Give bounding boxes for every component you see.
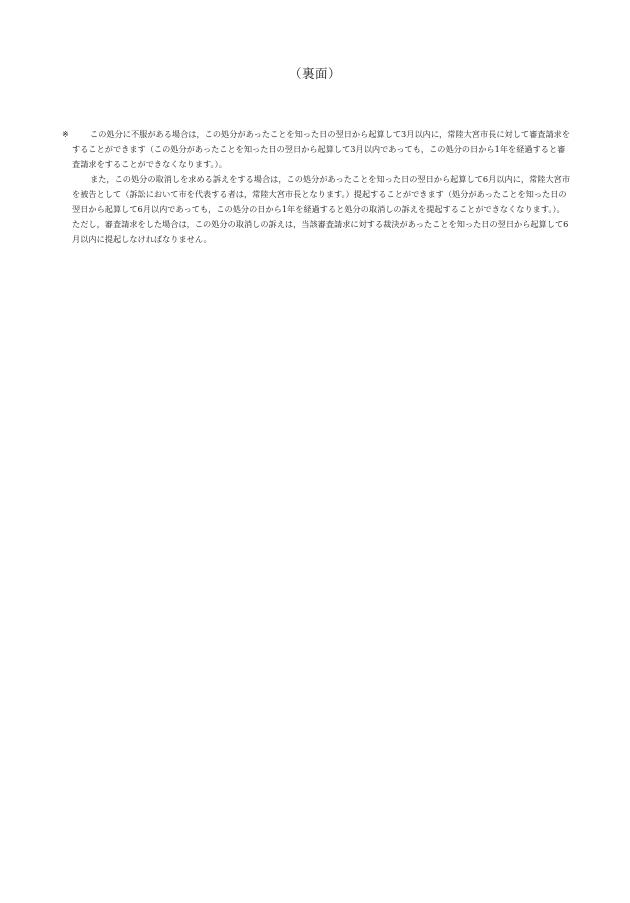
notice-paragraph-review-request: この処分に不服がある場合は，この処分があったことを知った日の翌日から起算して3月以内に，常陸大宮市長に対して審査請求をすることができます（この処分があったことを知った日の翌日から起算して3月以内であっても，この処分の日から1年を経過すると審査請求をすることができなくなります。）。	[72, 129, 571, 169]
appeal-notice	[62, 127, 572, 247]
notice-paragraph-lawsuit: また，この処分の取消しを求める訴えをする場合は，この処分があったことを知った日の翌日から起算して6月以内に，常陸大宮市を被告として（訴訟において市を代表する者は，常陸大宮市長となります。）提起することができます（処分があったことを知った日の翌日から起算して6月以内であっても，この処分の日から1年を経過すると処分の取消しの訴えを提起することができなくなります。）。ただし，審査請求をした場合は，この処分の取消しの訴えは，当該審査請求に対する裁決があったことを知った日の翌日から起算して6月以内に提起しなければなりません。	[72, 174, 571, 244]
note-mark: ※	[62, 129, 69, 139]
page-title: （裏面）	[288, 66, 341, 81]
